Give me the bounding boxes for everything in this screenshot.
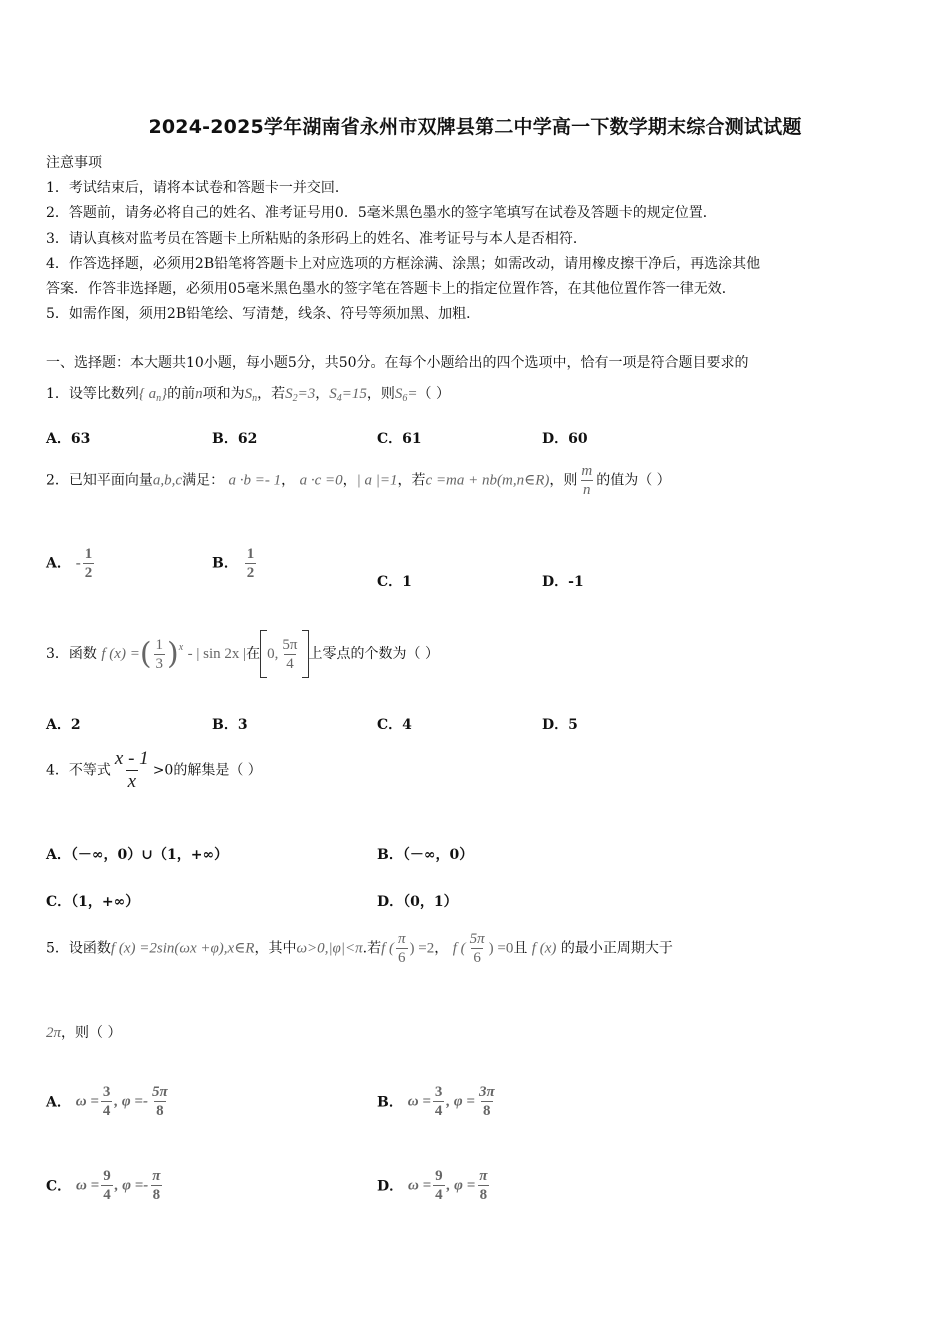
q4-fraction: $\frac{x - 1}{x}$ (114, 748, 149, 792)
q1-math-s6: $S_6=$ (394, 386, 418, 404)
q2-cond-1: a ·b =- 1 (228, 472, 282, 489)
q1-text: （ ） (417, 386, 450, 402)
notice-item-4-cont: 答案．作答非选择题，必须用05毫米黑色墨水的签字笔在答题卡上的指定位置作答，在其他位置作答一律无效． (46, 281, 736, 297)
q3-option-a[interactable]: A．2 (46, 717, 81, 733)
q3-option-b[interactable]: B．3 (212, 717, 248, 733)
q3-abs-sin: - | sin 2x | (187, 646, 247, 662)
q1-math-sn: $S_n$ (244, 386, 258, 404)
q5-eq1-fraction: $\frac{\pi}{6}$ (398, 931, 406, 966)
q1-text: 项和为 (202, 386, 245, 402)
q5-option-a[interactable]: A． ω = $\frac{3}{4}$ , φ =- $\frac{5\pi}{8}$ (46, 1084, 168, 1119)
q5-sep: ， (434, 940, 449, 957)
q3-paren: ( (139, 636, 152, 672)
notice-heading: 注意事项 (46, 155, 102, 171)
q2-cond-2: a ·c =0 (299, 472, 343, 489)
question-5 (46, 930, 673, 967)
q4-option-a[interactable]: A．（－∞，0）∪（1，+∞） (46, 847, 229, 863)
q3-fraction: $\frac{1}{3}$ (155, 636, 164, 672)
q5-eq2-val: ) =0 (488, 940, 514, 957)
q5-eq2: f ( (452, 940, 466, 957)
question-3 (46, 630, 439, 678)
q5-text: 设函数 (68, 940, 111, 957)
section-heading: 一、选择题：本大题共10小题，每小题5分，共50分。在每个小题给出的四个选项中，恰有一项是符合题目要求的 (46, 355, 749, 371)
notice-item-2: 2．答题前，请务必将自己的姓名、准考证号用0．5毫米黑色墨水的签字笔填写在试卷及答题卡的规定位置． (46, 205, 717, 221)
q2-option-c[interactable]: C．1 (377, 574, 412, 590)
question-5-cont (46, 1022, 121, 1042)
q5-option-c[interactable]: C． ω = $\frac{9}{4}$ , φ =- $\frac{\pi}{8}$ (46, 1168, 161, 1203)
q3-paren: ) (167, 636, 179, 672)
q5-text: 的最小正周期大于 (560, 940, 673, 957)
q1-text: 的前 (167, 386, 196, 402)
q5-omega-cond: ω>0 (296, 940, 325, 957)
question-1 (46, 383, 450, 404)
q4-text: 不等式 (68, 762, 111, 779)
q4-option-d[interactable]: D．（0，1） (377, 894, 458, 910)
q1-text: 设等比数列 (68, 386, 139, 402)
q4-option-b[interactable]: B．（－∞，0） (377, 847, 474, 863)
question-number: 1． (46, 386, 69, 402)
q1-option-a[interactable]: A．63 (46, 431, 91, 447)
q1-option-b[interactable]: B．62 (212, 431, 258, 447)
q4-option-c[interactable]: C．（1，+∞） (46, 894, 140, 910)
q3-text: 上零点的个数为（ ） (308, 646, 439, 662)
q1-math-n: n (195, 386, 203, 402)
q5-function: f (x) =2sin(ωx +φ) (110, 940, 224, 957)
q2-option-a[interactable]: A． - $\frac{1}{2}$ (46, 546, 93, 581)
notice-item-4: 4．作答选择题，必须用2B铅笔将答题卡上对应选项的方框涂满、涂黑；如需改动，请用橡皮擦干净后，再选涂其他 (46, 256, 761, 272)
question-number: 3． (46, 646, 69, 662)
q2-option-b[interactable]: B． $\frac{1}{2}$ (212, 546, 255, 581)
q2-text: ，则 (549, 472, 578, 489)
q1-text: ，若 (257, 386, 286, 402)
question-2 (46, 462, 671, 499)
q2-text: 满足： (182, 472, 225, 489)
q5-text: 且 (513, 940, 528, 957)
q5-eq2-fraction: $\frac{5\pi}{6}$ (469, 931, 485, 966)
q3-interval: 0, (267, 646, 279, 662)
q1-seq-an: { $a_n$} (138, 386, 168, 404)
q2-sep: ， (281, 472, 296, 489)
q2-option-d[interactable]: D．-1 (542, 574, 584, 590)
q2-cond-4: c =ma + nb(m,n∈R) (425, 472, 550, 489)
q5-eq1: f ( (381, 940, 394, 957)
q1-option-d[interactable]: D．60 (542, 431, 588, 447)
q5-domain: ,x∈R (223, 940, 255, 957)
q3-text: 函数 (68, 646, 97, 662)
q5-eq1-val: ) =2 (409, 940, 435, 957)
q2-text: 的值为（ ） (596, 472, 671, 489)
notice-item-5: 5．如需作图，须用2B铅笔绘、写清楚，线条、符号等须加黑、加粗． (46, 306, 481, 322)
q3-interval-fraction: $\frac{5\pi}{4}$ (282, 636, 298, 672)
q3-function: f (x) = (101, 646, 140, 662)
q2-text: 已知平面向量 (68, 472, 153, 489)
question-number: 5． (46, 940, 69, 957)
notice-item-3: 3．请认真核对监考员在答题卡上所粘贴的条形码上的姓名、准考证号与本人是否相符． (46, 231, 587, 247)
q5-text: .若 (362, 940, 382, 957)
q5-text: ，则（ ） (61, 1025, 122, 1041)
q3-text: 在 (246, 646, 261, 662)
q1-math-s4: $S_4=15$ (329, 386, 367, 404)
notice-item-1: 1．考试结束后，请将本试卷和答题卡一并交回． (46, 180, 349, 196)
q2-vectors: a,b,c (152, 472, 183, 489)
q5-option-b[interactable]: B． ω = $\frac{3}{4}$ , φ = $\frac{3\pi}{8}$ (377, 1084, 495, 1119)
q2-cond-3: | a |=1 (356, 472, 398, 489)
q1-option-c[interactable]: C．61 (377, 431, 422, 447)
question-number: 2． (46, 472, 69, 489)
q2-fraction-m-n: $\frac{m}{n}$ (581, 463, 593, 498)
page-title: 2024-2025学年湖南省永州市双牌县第二中学高一下数学期末综合测试试题 (148, 116, 802, 138)
q5-sep: , (324, 940, 329, 957)
q2-text: ，若 (397, 472, 426, 489)
q3-option-d[interactable]: D．5 (542, 717, 578, 733)
q5-option-d[interactable]: D． ω = $\frac{9}{4}$ , φ = $\frac{\pi}{8}$ (377, 1168, 488, 1203)
q4-text: >0的解集是（ ） (152, 762, 262, 779)
q1-text: ，则 (366, 386, 395, 402)
q5-phi-cond: |φ|<π (328, 940, 363, 957)
q1-math-s2: $S_2=3$ (285, 386, 316, 404)
question-4 (46, 748, 262, 793)
q3-bracket-right (302, 630, 309, 678)
q5-text: ，其中 (254, 940, 297, 957)
q2-sep: ， (342, 472, 357, 489)
question-number: 4． (46, 762, 69, 779)
q5-period: 2π (46, 1025, 62, 1041)
q3-option-c[interactable]: C．4 (377, 717, 412, 733)
q5-fx: f (x) (531, 940, 557, 957)
q1-text: ， (315, 386, 330, 402)
q3-exponent: x (178, 642, 184, 653)
